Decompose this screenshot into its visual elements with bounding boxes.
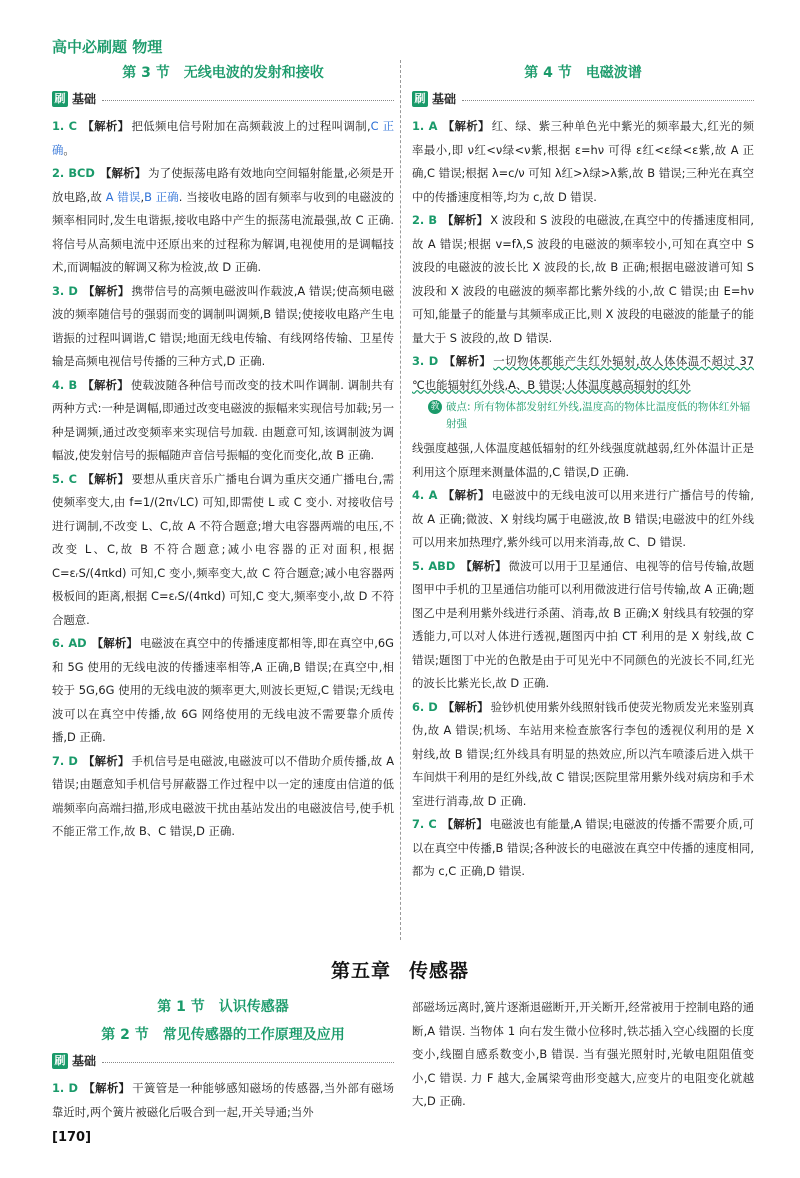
answer-entry bbox=[412, 484, 754, 555]
section-number: 第 2 节 bbox=[101, 1027, 149, 1043]
answer-text: 红、绿、紫三种单色光中紫光的频率最大,红光的频率最小,即 ν红<ν绿<ν紫,根据 ε=hν 可得 ε红<ε绿<ε紫,故 A 正确,C 错误;根据 λ=c/ν 可知 λ红>λ绿>λ紫,故 B 错误;三种光在真空中的传播速度相等,均为 c,故 D 错误. bbox=[412, 119, 754, 204]
basic-bar bbox=[52, 1052, 394, 1069]
answer-text: 部磁场远离时,簧片逐渐退磁断开,开关断开,经常被用于控制电路的通断,A 错误. 当物体 1 向右发生微小位移时,铁芯插入空心线圈的长度变小,线圈自感系数变小,B 错误. 当有强光照射时,光敏电阻阻值变小,C 错误. 力 F 越大,金属梁弯曲形变越大,应变片的电阻变化就越大,D 正确. bbox=[412, 1000, 754, 1108]
answer-tag: 7. C bbox=[412, 817, 437, 831]
answer-tag: 7. D bbox=[52, 753, 78, 768]
answer-tag: 4. B bbox=[52, 377, 78, 392]
answer-judgement: C 正确 bbox=[52, 119, 394, 157]
answer-text: , bbox=[140, 189, 145, 204]
bottom-right-column bbox=[412, 996, 754, 1114]
answer-text: 干簧管是一种能够感知磁场的传感器,当外部有磁场靠近时,两个簧片被磁化后吸合到一起,开关导通;当外 bbox=[52, 1081, 394, 1119]
answer-text: 为了使振荡电路有效地向空间辐射能量,必须是开放电路,故 bbox=[52, 166, 394, 204]
answer-entry bbox=[52, 468, 394, 633]
section-title bbox=[52, 1024, 394, 1044]
section-title bbox=[52, 996, 394, 1016]
basic-badge: 刷 bbox=[52, 91, 68, 107]
answer-entry bbox=[412, 115, 754, 209]
answer-entry bbox=[412, 209, 754, 350]
analysis-label: 【解析】 bbox=[442, 488, 490, 502]
analysis-label: 【解析】 bbox=[82, 753, 130, 768]
section-title-right bbox=[412, 62, 754, 82]
dotted-line bbox=[102, 100, 394, 101]
section-name: 电磁波谱 bbox=[585, 65, 642, 81]
column-divider bbox=[400, 60, 401, 940]
answer-tag: 5. C bbox=[52, 471, 77, 486]
section-name: 认识传感器 bbox=[218, 999, 289, 1015]
answer-text: 。 bbox=[63, 142, 75, 157]
answer-tag: 1. A bbox=[412, 119, 438, 133]
answer-entry bbox=[412, 813, 754, 884]
basic-badge: 刷 bbox=[52, 1053, 68, 1069]
answer-text: 验钞机使用紫外线照射钱币使荧光物质发光来鉴别真伪,故 A 错误;机场、车站用来检查旅客行李包的透视仪利用的是 X 射线,故 B 错误;红外线具有明显的热效应,所以汽车喷漆后进入烘干车间烘干利用的是红外线,故 C 错误;医院里常用紫外线对病房和手术室进行消毒,故 D 正确. bbox=[412, 699, 754, 808]
answer-text: 微波可以用于卫星通信、电视等的信号传输,故题图甲中手机的卫星通信功能可以利用微波进行信号传输,故 A 正确;题图乙中是利用紫外线进行杀菌、消毒,故 B 正确;X 射线具有较强的穿透能力,可以对人体进行透视,题图丙中拍 CT 利用的是 X 射线,故 C 错误;题图丁中光的色散是由于可见光中不同颜色的光波长不同,红光的波长比紫光长,故 D 正确. bbox=[412, 558, 754, 690]
right-column bbox=[412, 62, 754, 884]
analysis-label: 【解析】 bbox=[443, 354, 492, 368]
answer-text: 电磁波中的无线电波可以用来进行广播信号的传输,故 A 正确;微波、X 射线均属于电磁波,故 B 错误;电磁波中的红外线可以用来加热理疗,紫外线可以用来消毒,故 C、D 错误. bbox=[412, 488, 754, 549]
answer-text: 要想从重庆音乐广播电台调为重庆交通广播电台,需使频率变大,由 f=1/(2π√LC) 可知,即需使 L 或 C 变小. 对接收信号进行调制,不改变 L、C,故 A 不符合题意;增大电容器两端的电压,不改变 L、C,故 B 不符合题意;减小电容器的正对面积,根据 C=εᵣS/(4πkd) 可知,C 变小,频率变大,故 C 符合题意;减小电容器两极板间的距离,根据 C=εᵣS/(4πkd) 可知,C 变大,频率变小,故 D 不符合题意. bbox=[52, 471, 394, 627]
answer-tag: 4. A bbox=[412, 488, 438, 502]
answer-text: X 波段和 S 波段的电磁波,在真空中的传播速度相同,故 A 错误;根据 v=fλ,S 波段的电磁波的频率较小,可知在真空中 S 波段的电磁波的波长比 X 波段的长,故 B 正确;根据电磁波谱可知 S 波段和 X 波段的电磁波的频率都比紫外线的小,故 C 错误;由 E=hν 可知,能量子的能量与其频率成正比,则 X 波段的电磁波的能量子的能量大于 S 波段的,故 D 错误. bbox=[412, 213, 754, 345]
chapter-name: 传感器 bbox=[409, 960, 470, 982]
analysis-label: 【解析】 bbox=[442, 213, 489, 227]
tip-note bbox=[428, 397, 754, 437]
answer-judgement: A 错误 bbox=[105, 189, 141, 204]
answer-tag: 3. D bbox=[412, 354, 439, 368]
chapter-number: 第五章 bbox=[330, 960, 391, 982]
basic-bar bbox=[412, 90, 754, 107]
analysis-label: 【解析】 bbox=[460, 558, 507, 573]
answer-entry bbox=[412, 350, 754, 397]
analysis-label: 【解析】 bbox=[99, 166, 147, 180]
answer-tag: 6. AD bbox=[52, 636, 87, 650]
answer-entry bbox=[52, 1077, 394, 1124]
answer-tag: 1. C bbox=[52, 119, 77, 133]
chapter-title bbox=[0, 956, 800, 983]
answer-text: 使载波随各种信号而改变的技术叫作调制. 调制共有两种方式:一种是调幅,即通过改变电磁波的振幅来实现信号加载;另一种是调频,通过改变频率来实现信号加载. 由题意可知,该调制波为调幅波,使发射信号的振幅随声音信号振幅的变化而变化,故 B 正确. bbox=[52, 377, 394, 462]
answer-entry bbox=[52, 162, 394, 280]
analysis-label: 【解析】 bbox=[442, 119, 490, 133]
tip-text: 破点: 所有物体都发射红外线,温度高的物体比温度低的物体红外辐射强 bbox=[446, 401, 751, 430]
answer-entry bbox=[52, 115, 394, 162]
answer-tag: 2. B bbox=[412, 213, 438, 227]
answer-entry bbox=[52, 280, 394, 374]
basic-label: 基础 bbox=[72, 92, 97, 106]
answer-judgement: B 正确 bbox=[144, 189, 179, 204]
analysis-label: 【解析】 bbox=[91, 636, 138, 650]
analysis-label: 【解析】 bbox=[81, 471, 130, 486]
answer-text: 电磁波在真空中的传播速度都相等,即在真空中,6G 和 5G 使用的无线电波的传播速率相等,A 正确,B 错误;在真空中,相较于 5G,6G 使用的无线电波的频率更大,则波长更短,C 错误;无线电波可以在真空中传播,故 6G 网络使用的无线电波不需要靠介质传播,D 正确. bbox=[52, 636, 394, 744]
analysis-label: 【解析】 bbox=[82, 283, 130, 298]
basic-label: 基础 bbox=[432, 92, 457, 106]
answer-text: 一切物体都能产生红外辐射,故人体体温不超过 37 ℃也能辐射红外线,A、B 错误;人体温度越高辐射的红外 bbox=[412, 354, 754, 392]
analysis-label: 【解析】 bbox=[441, 817, 488, 831]
answer-entry-continued bbox=[412, 996, 754, 1114]
answer-entry bbox=[52, 750, 394, 844]
answer-text: 把低频电信号附加在高频载波上的过程叫调制, bbox=[131, 119, 371, 133]
answer-text: 线强度越强,人体温度越低辐射的红外线强度就越弱,红外体温计正是利用这个原理来测量体温的,C 错误,D 正确. bbox=[412, 441, 754, 479]
answer-text: 手机信号是电磁波,电磁波可以不借助介质传播,故 A 错误;由题意知手机信号屏蔽器工作过程中以一定的速度由信道的低端频率向高端扫描,形成电磁波干扰由基站发出的电磁波信号,使手机不能正常工作,故 B、C 错误,D 正确. bbox=[52, 753, 394, 838]
answer-tag: 1. D bbox=[52, 1081, 79, 1095]
section-number: 第 3 节 bbox=[122, 65, 170, 81]
answer-tag: 3. D bbox=[52, 283, 78, 298]
left-column bbox=[52, 62, 394, 844]
analysis-label: 【解析】 bbox=[82, 377, 129, 392]
tip-icon: 教 bbox=[428, 400, 442, 414]
section-number: 第 1 节 bbox=[157, 999, 205, 1015]
answer-entry bbox=[412, 555, 754, 696]
basic-badge: 刷 bbox=[412, 91, 428, 107]
page-number: [ 170 ] bbox=[52, 1130, 91, 1145]
dotted-line bbox=[102, 1062, 394, 1063]
book-title: 高中必刷题 物理 bbox=[52, 38, 163, 56]
analysis-label: 【解析】 bbox=[83, 1081, 131, 1095]
basic-label: 基础 bbox=[72, 1054, 97, 1068]
answer-text: . 当接收电路的固有频率与收到的电磁波的频率相同时,发生电谐振,接收电路中产生的振荡电流最强,故 C 正确. 将信号从高频电流中还原出来的过程称为解调,电视使用的是调幅技术,而调幅波的解调又称为检波,故 D 正确. bbox=[52, 189, 394, 274]
analysis-label: 【解析】 bbox=[81, 119, 130, 133]
answer-text: 电磁波也有能量,A 错误;电磁波的传播不需要介质,可以在真空中传播,B 错误;各种波长的电磁波在真空中传播的速度相同,都为 c,C 正确,D 错误. bbox=[412, 817, 754, 878]
answer-entry bbox=[52, 632, 394, 750]
basic-bar bbox=[52, 90, 394, 107]
bottom-left-column bbox=[52, 996, 394, 1124]
section-name: 无线电波的发射和接收 bbox=[183, 65, 324, 81]
answer-entry bbox=[412, 696, 754, 814]
dotted-line bbox=[462, 100, 754, 101]
answer-text: 携带信号的高频电磁波叫作载波,A 错误;使高频电磁波的频率随信号的强弱而变的调制叫调频,B 错误;使接收电路产生电谐振的过程叫调谐,C 错误;地面无线电传输、有线网络传输、卫星传输是高频电视信号传播的三种方式,D 正确. bbox=[52, 283, 394, 368]
answer-tag: 2. BCD bbox=[52, 166, 95, 180]
answer-tag: 6. D bbox=[412, 699, 438, 714]
section-title-left bbox=[52, 62, 394, 82]
answer-tag: 5. ABD bbox=[412, 558, 456, 573]
answer-entry bbox=[52, 374, 394, 468]
section-number: 第 4 节 bbox=[524, 65, 572, 81]
analysis-label: 【解析】 bbox=[442, 699, 489, 714]
answer-entry-continued bbox=[412, 437, 754, 484]
section-name: 常见传感器的工作原理及应用 bbox=[162, 1027, 345, 1043]
